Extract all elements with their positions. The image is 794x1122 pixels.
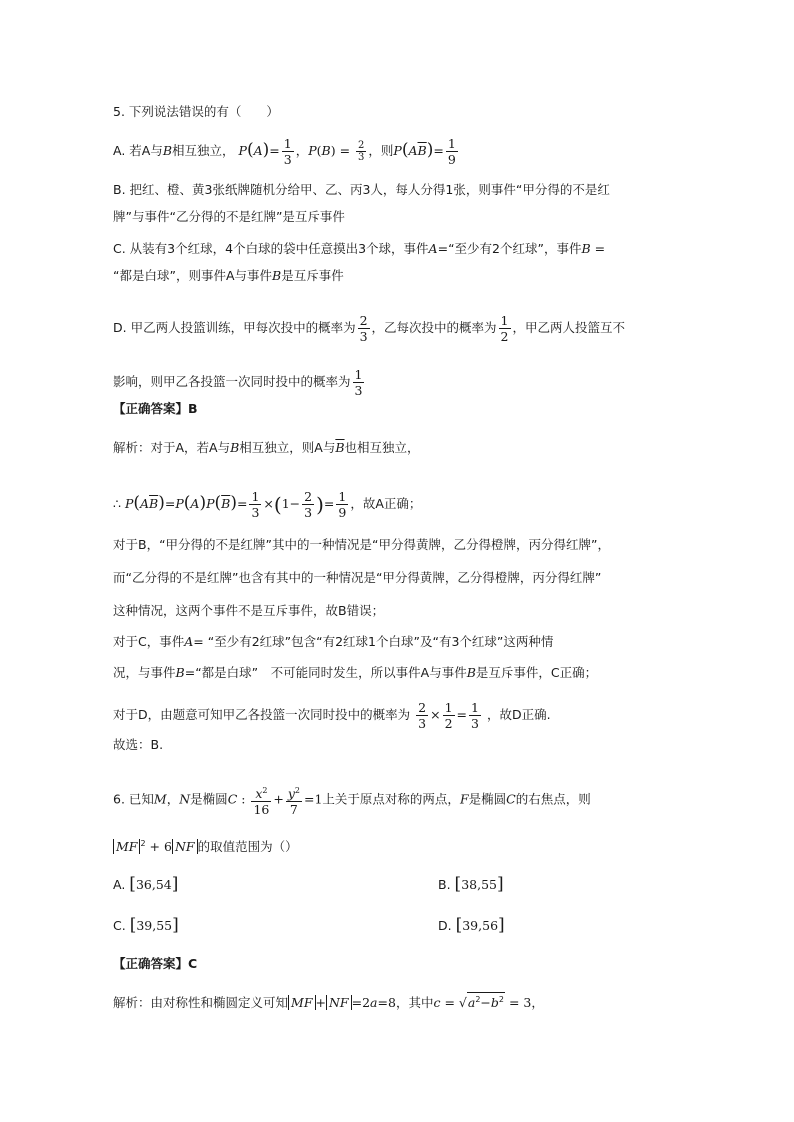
q5-option-a: A. 若A与B相互独立， P(A)= $\frac{1}{3}$ ，P(B) = $\frac{2}{3}$ ，则$P(A\overline{B})=$ $\frac{1}{9}$ (113, 136, 456, 167)
q5-option-c-line2: “都是白球”，则事件A与事件B是互斥事件 (113, 268, 344, 283)
q5-analysis-line7: 况，与事件B=“都是白球” 不可能同时发生，所以事件A与事件B是互斥事件，C正确； (113, 665, 598, 680)
q5-option-b-line2: 牌”与事件“乙分得的不是红牌”是互斥事件 (113, 209, 345, 224)
q5-option-c-line1: C. 从装有3个红球，4个白球的袋中任意摸出3个球，事件A=“至少有2个红球”，事件B = (113, 241, 606, 256)
q6-option-b: B. [38,55] (438, 874, 504, 894)
q6-option-a: A. [36,54] (113, 874, 179, 894)
q5-analysis-line6: 对于C，事件A= “至少有2红球”包含“有2红球1个白球”及“有3个红球”这两种情 (113, 634, 554, 649)
q5-option-d-line1: D. 甲乙两人投篮训练，甲每次投中的概率为 $\frac{2}{3}$ ，乙每次投中的概率为 $\frac{1}{2}$ ，甲乙两人投篮互不 (113, 313, 626, 344)
q5-analysis-line4: 而“乙分得的不是红牌”也含有其中的一种情况是“甲分得黄牌，乙分得橙牌，丙分得红牌” (113, 570, 602, 585)
q5-answer: 【正确答案】B (113, 401, 198, 416)
q5-analysis-line1: 解析：对于A，若A与B相互独立，则A与$\overline{B}$也相互独立， (113, 440, 420, 455)
q5-stem: 5. 下列说法错误的有（ ） (113, 104, 279, 119)
q6-stem-line2: MF $^2$ + 6 NF 的取值范围为（） (113, 836, 298, 855)
q6-option-d: D. [39,56] (438, 915, 505, 935)
q6-analysis-line1: 解析：由对称性和椭圆定义可知 MF + NF =2a=8，其中$c = √a^2-b^2 = 3$， (113, 992, 544, 1011)
q6-stem-line1: 6. 已知M，N是椭圆C : $\frac{x^2}{16}$ + $\frac{y^2}{7}$ =1上关于原点对称的两点，F是椭圆C的右焦点，则 (113, 783, 591, 817)
q5-option-d-line2: 影响，则甲乙各投篮一次同时投中的概率为 $\frac{1}{3}$ (113, 367, 363, 398)
q5-analysis-line8: 对于D，由题意可知甲乙各投篮一次同时投中的概率为 $\frac{2}{3}$ × $\frac{1}{2}$ = $\frac{1}{3}$ ，故D正确. (113, 700, 551, 731)
q5-analysis-line2: ∴ $P(A\overline{B})=P(A)P(\overline{B})=$ $\frac{1}{3}$ ×(1− $\frac{2}{3}$ )= $\frac{1}{9}$ ，故A正确； (113, 489, 422, 520)
q5-analysis-line9: 故选：B. (113, 737, 164, 752)
q5-analysis-line5: 这种情况，这两个事件不是互斥事件，故B错误； (113, 603, 385, 618)
q5-analysis-line3: 对于B，“甲分得的不是红牌”其中的一种情况是“甲分得黄牌，乙分得橙牌，丙分得红牌”， (113, 537, 610, 552)
q6-answer: 【正确答案】C (113, 956, 198, 971)
q6-option-c: C. [39,55] (113, 915, 179, 935)
q5-option-b-line1: B. 把红、橙、黄3张纸牌随机分给甲、乙、丙3人，每人分得1张，则事件“甲分得的不是红 (113, 182, 610, 197)
